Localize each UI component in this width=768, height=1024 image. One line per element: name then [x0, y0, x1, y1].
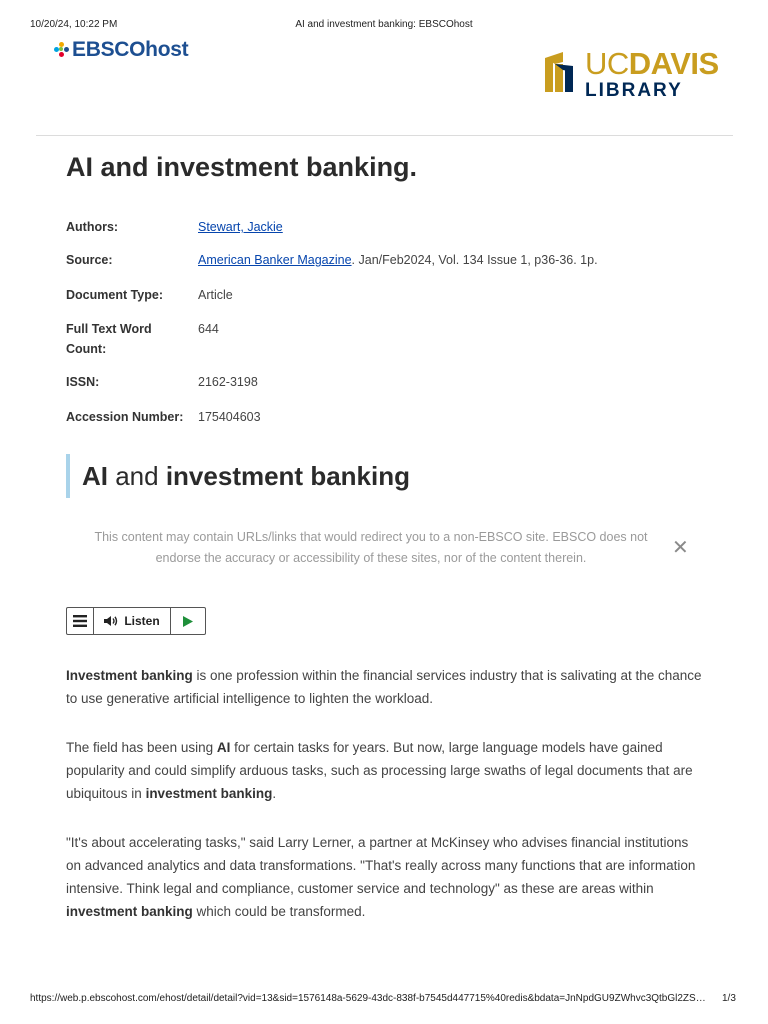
ebsco-logo-text: EBSCOhost [72, 38, 189, 61]
play-icon [183, 616, 193, 627]
source-link[interactable]: American Banker Magazine [198, 253, 352, 267]
author-link[interactable]: Stewart, Jackie [198, 220, 283, 234]
speaker-icon [104, 615, 120, 627]
ucdavis-book-icon [543, 52, 577, 92]
article-paragraph-1: Investment banking is one profession within the financial services industry that is salivating at the chance to use generative artificial intelligence to lighten the workload. [66, 668, 702, 706]
meta-label-accession: Accession Number: [66, 410, 184, 424]
meta-label-document-type: Document Type: [66, 288, 163, 302]
article-paragraph-3: "It's about accelerating tasks," said Larry Lerner, a partner at McKinsey who advises financial institutions on advanced analytics and data transformations. "That's really across many functions that are information intensive. Think legal and compliance, customer service and technology" as these are areas within investment banking which could be transformed. [66, 835, 696, 919]
meta-value-word-count: 644 [198, 322, 219, 336]
read-aloud-player [66, 607, 206, 635]
meta-value-accession: 175404603 [198, 410, 261, 424]
listen-label: Listen [124, 614, 160, 628]
ucdavis-library-logo[interactable] [543, 46, 723, 101]
header-divider [36, 135, 733, 136]
print-page-title: AI and investment banking: EBSCOhost [295, 19, 473, 30]
play-button[interactable] [171, 608, 205, 634]
meta-label-source: Source: [66, 253, 113, 267]
meta-value-document-type: Article [198, 288, 233, 302]
print-url: https://web.p.ebscohost.com/ehost/detail/detail?vid=13&sid=1576148a-5629-43dc-838f-b7545d447715%40redis&bdata=JnNpdGU9ZWhvc3QtbGl2ZS… [30, 993, 706, 1004]
print-datetime: 10/20/24, 10:22 PM [30, 19, 118, 30]
ebsco-dots-icon [54, 42, 70, 58]
player-menu-button[interactable] [67, 608, 94, 634]
meta-value-issn: 2162-3198 [198, 375, 258, 389]
meta-label-issn: ISSN: [66, 375, 100, 389]
ucdavis-library-text: LIBRARY [585, 80, 683, 101]
meta-label-word-count: Full Text Word Count: [66, 322, 152, 356]
meta-label-authors: Authors: [66, 220, 119, 234]
print-page-number: 1/3 [722, 993, 736, 1004]
meta-value-source [198, 250, 718, 270]
article-paragraph-2: The field has been using AI for certain tasks for years. But now, large language models have gained popularity and could simplify arduous tasks, such as processing large swaths of legal documents that are ubiquitous in investment banking. [66, 740, 693, 801]
hamburger-icon [73, 615, 87, 627]
ebscohost-logo[interactable] [54, 38, 188, 62]
close-icon[interactable]: ✕ [672, 537, 689, 559]
source-details: . Jan/Feb2024, Vol. 134 Issue 1, p36-36. 1p. [351, 253, 598, 267]
external-link-notice: This content may contain URLs/links that would redirect you to a non-EBSCO site. EBSCO does not endorse the accuracy or accessibility of these sites, nor of the content therein. [94, 530, 648, 565]
listen-button[interactable] [94, 608, 171, 634]
document-title: AI and investment banking. [66, 152, 418, 182]
ucdavis-wordmark: UCDAVIS [585, 46, 719, 81]
article-heading: AI and investment banking [66, 454, 410, 498]
meta-value-authors [198, 217, 718, 237]
